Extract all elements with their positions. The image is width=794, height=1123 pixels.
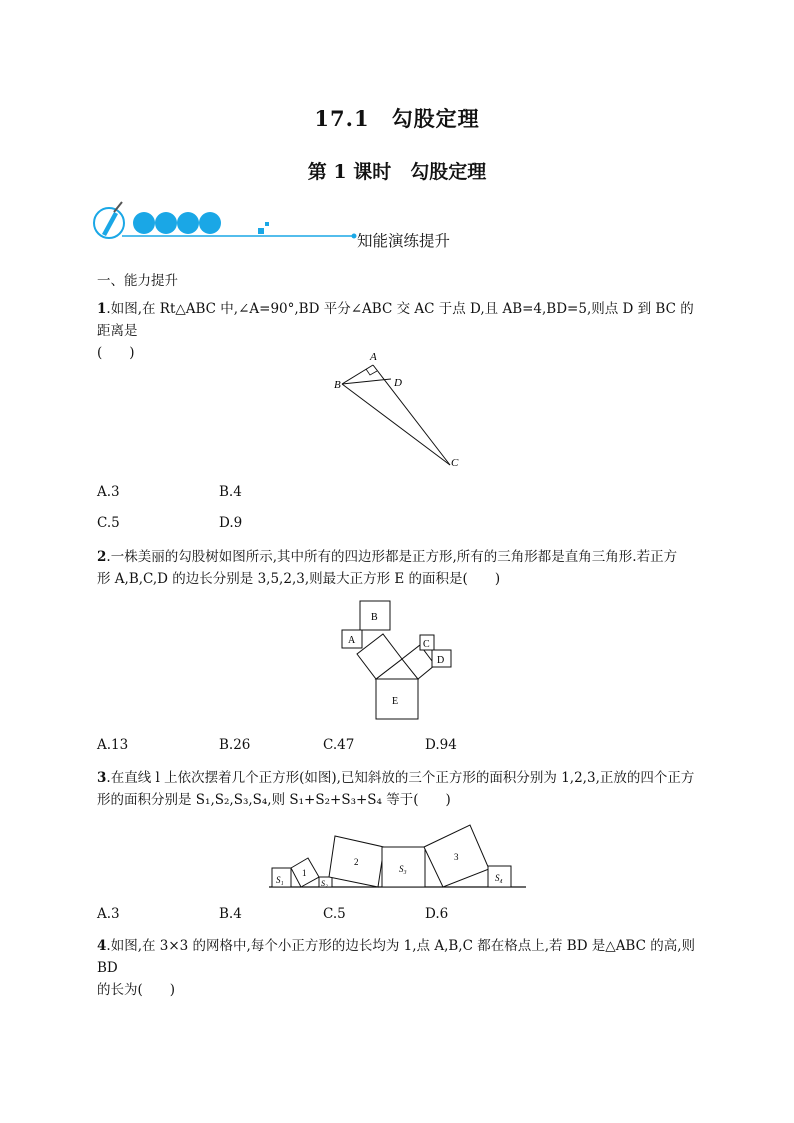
label-e: E (392, 696, 399, 707)
label-s2: S₂ (321, 879, 328, 888)
label-c: C (423, 639, 430, 650)
label-2: 2 (354, 857, 359, 867)
label-a: A (348, 635, 356, 646)
pythagoras-tree-figure (335, 595, 460, 725)
option[interactable]: D.9 (219, 515, 243, 531)
question-text: .在直线 l 上依次摆着几个正方形(如图),已知斜放的三个正方形的面积分别为 1,2,3,正放的四个正方 (106, 770, 695, 786)
option[interactable]: B.4 (219, 484, 242, 500)
option[interactable]: B.4 (219, 906, 242, 922)
question-text: 形的面积分别是 S₁,S₂,S₃,S₄,则 S₁+S₂+S₃+S₄ 等于( ) (97, 792, 451, 808)
label-s1: S₁ (276, 875, 284, 885)
label-3: 3 (454, 852, 459, 862)
page-subtitle: 第 1 课时 勾股定理 (307, 161, 487, 183)
question-text: 形 A,B,C,D 的边长分别是 3,5,2,3,则最大正方形 E 的面积是( ) (97, 571, 501, 587)
page-title: 17.1 勾股定理 (314, 106, 480, 131)
option[interactable]: D.94 (425, 737, 457, 753)
question-text: ( ) (97, 345, 135, 361)
question-number: 4 (97, 938, 107, 954)
label-s3: S₃ (399, 864, 407, 874)
option[interactable]: A.13 (97, 737, 129, 753)
section-label: 一、能力提升 (97, 273, 178, 289)
question-2 (97, 546, 707, 590)
label-s4: S₄ (495, 873, 503, 883)
squares-on-line-figure (265, 820, 530, 892)
banner-label: 知能演练提升 (357, 232, 451, 250)
label-d: D (437, 655, 445, 666)
question-text: .一株美丽的勾股树如图所示,其中所有的四边形都是正方形,所有的三角形都是直角三角形.若正方 (106, 549, 678, 565)
question-number: 2 (97, 549, 107, 565)
label-d: D (394, 377, 402, 389)
question-number: 1 (97, 301, 107, 317)
question-3 (97, 767, 707, 811)
question-number: 3 (97, 770, 107, 786)
option[interactable]: D.6 (425, 906, 449, 922)
option[interactable]: A.3 (97, 484, 120, 500)
question-4 (97, 935, 707, 1001)
option[interactable]: C.5 (97, 515, 120, 531)
question-text: 的长为( ) (97, 982, 176, 998)
label-b: B (334, 379, 341, 391)
option[interactable]: C.5 (323, 906, 346, 922)
label-1: 1 (302, 868, 307, 878)
label-c: C (451, 457, 459, 469)
option[interactable]: A.3 (97, 906, 120, 922)
label-b: B (371, 612, 378, 623)
option[interactable]: C.47 (323, 737, 355, 753)
question-text: .如图,在 Rt△ABC 中,∠A=90°,BD 平分∠ABC 交 AC 于点 D,且 AB=4,BD=5,则点 D 到 BC 的距离是 (97, 301, 694, 339)
option[interactable]: B.26 (219, 737, 251, 753)
question-text: .如图,在 3×3 的网格中,每个小正方形的边长均为 1,点 A,B,C 都在格点上,若 BD 是△ABC 的高,则 BD (97, 938, 696, 976)
label-a: A (370, 351, 377, 363)
triangle-figure (330, 348, 470, 473)
